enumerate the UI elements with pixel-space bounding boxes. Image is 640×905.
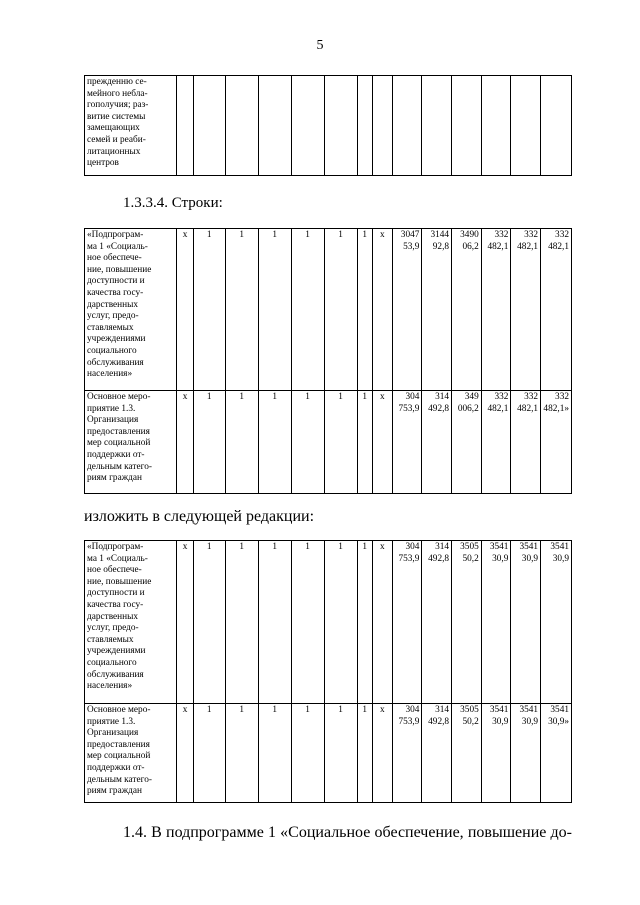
value-cell: 304 753,9 <box>392 704 422 803</box>
table-cell: 1 <box>357 391 372 494</box>
table-cell: х <box>177 704 193 803</box>
table-cell: 1 <box>291 541 324 704</box>
table-cell: х <box>177 391 193 494</box>
value-cell: 3047 53,9 <box>392 229 422 391</box>
table-cell: 1 <box>193 229 225 391</box>
value-cell: 304 753,9 <box>392 391 422 494</box>
instruction-text: изложить в следующей редакции: <box>84 508 315 525</box>
table-cell: 1 <box>291 229 324 391</box>
table-cell: х <box>372 541 392 704</box>
value-cell: 332 482,1» <box>541 391 572 494</box>
row-name-cell: Основное меро- приятие 1.3. Организация предоставления мер социальной поддержки от- дельным катего- риям граждан <box>85 391 177 494</box>
table-cell: 1 <box>324 541 357 704</box>
value-cell: 332 482,1 <box>511 391 541 494</box>
value-cell: 332 482,1 <box>481 391 511 494</box>
value-cell: 314 492,8 <box>422 391 452 494</box>
table-cell: 1 <box>225 391 258 494</box>
rows-table-original <box>84 228 572 494</box>
continuation-table <box>84 75 572 176</box>
table-cell: 1 <box>258 229 291 391</box>
table-row <box>85 541 572 704</box>
table-cell: х <box>372 391 392 494</box>
value-cell: 332 482,1 <box>541 229 572 391</box>
value-cell: 304 753,9 <box>392 541 422 704</box>
row-name-cell: «Подпрограм- ма 1 «Социаль- ное обеспече- ние, повышение доступности и качества госу- дарственных услуг, предо- ставляемых учреждениями социального обслуживания населения» <box>85 541 177 704</box>
table-cell: 1 <box>324 391 357 494</box>
table-cell: 1 <box>258 541 291 704</box>
row-name-cell: прежденню се- мейного небла- гополучия; раз- витие системы замещающих семей и реаби- литационных центров <box>85 76 177 176</box>
row-name-cell: «Подпрограм- ма 1 «Социаль- ное обеспече- ние, повышение доступности и качества госу- дарственных услуг, предо- ставляемых учреждениями социального обслуживания населения» <box>85 229 177 391</box>
table-cell: 1 <box>291 391 324 494</box>
row-name-cell: Основное меро- приятие 1.3. Организация предоставления мер социальной поддержки от- дельным катего- риям граждан <box>85 704 177 803</box>
footer-paragraph: 1.4. В подпрограмме 1 «Социальное обеспечение, повышение до- <box>123 824 572 841</box>
table-cell: 1 <box>225 541 258 704</box>
table-cell: 1 <box>193 541 225 704</box>
value-cell: 332 482,1 <box>481 229 511 391</box>
value-cell: 3505 50,2 <box>452 541 482 704</box>
table-cell: х <box>177 229 193 391</box>
table-cell: 1 <box>193 391 225 494</box>
value-cell: 3490 06,2 <box>452 229 482 391</box>
table-row <box>85 391 572 494</box>
value-cell: 314 492,8 <box>422 704 452 803</box>
table-row <box>85 704 572 803</box>
table-cell: х <box>177 541 193 704</box>
table-cell: 1 <box>357 229 372 391</box>
table-cell: 1 <box>258 391 291 494</box>
value-cell: 3541 30,9» <box>541 704 572 803</box>
table-cell: 1 <box>291 704 324 803</box>
table-cell: х <box>372 229 392 391</box>
value-cell: 3144 92,8 <box>422 229 452 391</box>
table-cell: 1 <box>324 704 357 803</box>
value-cell: 314 492,8 <box>422 541 452 704</box>
table-cell: 1 <box>193 704 225 803</box>
value-cell: 3541 30,9 <box>541 541 572 704</box>
table-cell: 1 <box>258 704 291 803</box>
table-row <box>85 76 572 176</box>
value-cell: 3505 50,2 <box>452 704 482 803</box>
value-cell: 3541 30,9 <box>511 541 541 704</box>
table-cell: 1 <box>225 229 258 391</box>
rows-table-new <box>84 540 572 803</box>
value-cell: 3541 30,9 <box>481 541 511 704</box>
value-cell: 3541 30,9 <box>511 704 541 803</box>
table-cell: 1 <box>225 704 258 803</box>
table-cell: 1 <box>357 541 372 704</box>
value-cell: 3541 30,9 <box>481 704 511 803</box>
table-row <box>85 229 572 391</box>
section-heading: 1.3.3.4. Строки: <box>123 195 223 211</box>
table-cell: х <box>372 704 392 803</box>
table-cell: 1 <box>324 229 357 391</box>
page-number: 5 <box>316 38 324 53</box>
value-cell: 332 482,1 <box>511 229 541 391</box>
value-cell: 349 006,2 <box>452 391 482 494</box>
table-cell: 1 <box>357 704 372 803</box>
